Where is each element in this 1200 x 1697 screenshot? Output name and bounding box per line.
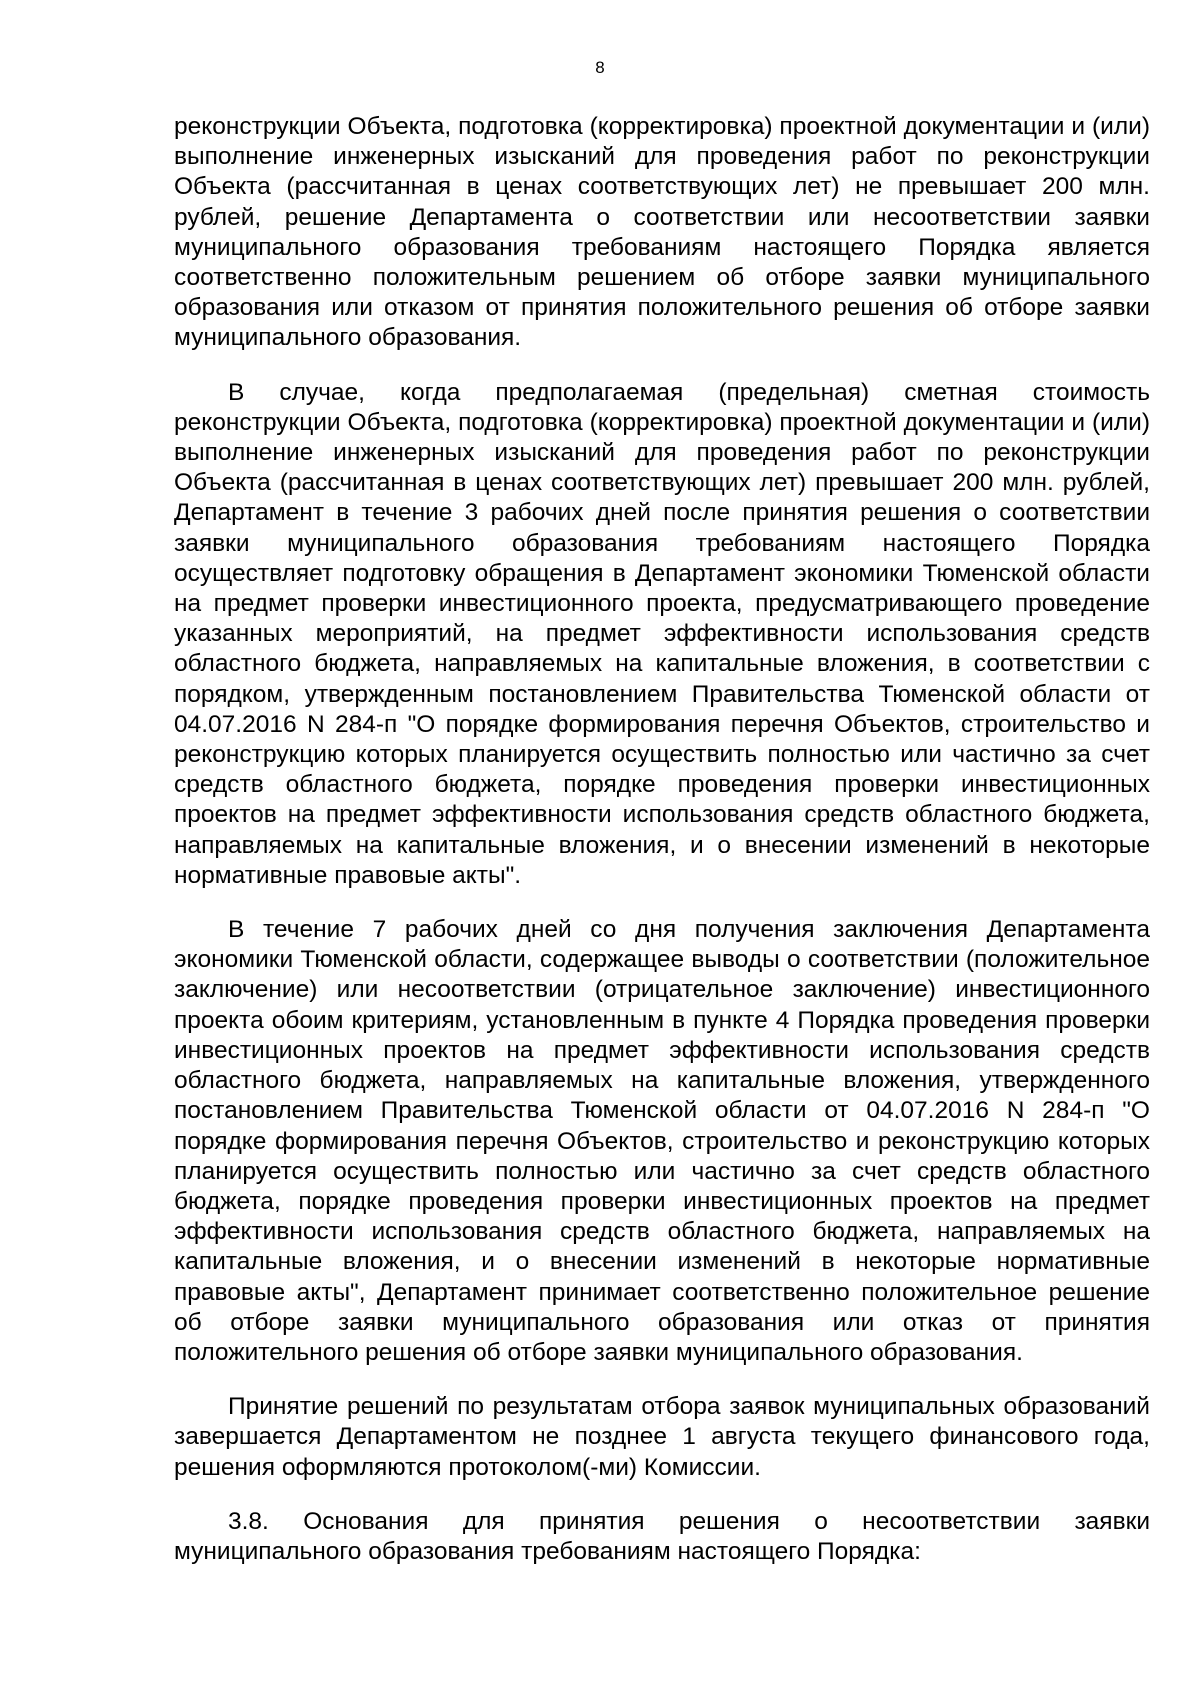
paragraph-economic-conclusion: В течение 7 рабочих дней со дня получения заключения Департамента экономики Тюменской области, содержащее выводы о соответствии (положительное заключение) или несоответствии (отрицательное заключение) инвестиционного проекта обоим критериям, установленным в пункте 4 Порядка проведения проверки инвестиционных проектов на предмет эффективности использования средств областного бюджета, направляемых на капитальные вложения, утвержденного постановлением Правительства Тюменской области от 04.07.2016 N 284-п "О порядке формирования перечня Объектов, строительство и реконструкцию которых планируется осуществить полностью или частично за счет средств областного бюджета, порядке проведения проверки инвестиционных проектов на предмет эффективности использования средств областного бюджета, направляемых на капитальные вложения, и о внесении изменений в некоторые нормативные правовые акты", Департамент принимает соответственно положительное решение об отборе заявки муниципального образования или отказ от принятия положительного решения об отборе заявки муниципального образования. <box>174 916 1150 1366</box>
page-number: 8 <box>595 58 605 77</box>
paragraph-decision-deadline: Принятие решений по результатам отбора заявок муниципальных образований завершается Департаментом не позднее 1 августа текущего финансового года, решения оформляются протоколом(-ми) Комиссии. <box>174 1393 1150 1481</box>
paragraph-section-3-8: 3.8. Основания для принятия решения о несоответствии заявки муниципального образования требованиям настоящего Порядка: <box>174 1507 1150 1565</box>
paragraph-continuation: реконструкции Объекта, подготовка (корректировка) проектной документации и (или) выполнение инженерных изысканий для проведения работ по реконструкции Объекта (рассчитанная в ценах соответствующих лет) не превышает 200 млн. рублей, решение Департамента о соответствии или несоответствии заявки муниципального образования требованиям настоящего Порядка является соответственно положительным решением об отборе заявки муниципального образования или отказом от принятия положительного решения об отборе заявки муниципального образования. <box>174 113 1150 352</box>
paragraph-cost-exceeds: В случае, когда предполагаемая (предельная) сметная стоимость реконструкции Объекта, подготовка (корректировка) проектной документации и (или) выполнение инженерных изысканий для проведения работ по реконструкции Объекта (рассчитанная в ценах соответствующих лет) превышает 200 млн. рублей, Департамент в течение 3 рабочих дней после принятия решения о соответствии заявки муниципального образования требованиям настоящего Порядка осуществляет подготовку обращения в Департамент экономики Тюменской области на предмет проверки инвестиционного проекта, предусматривающего проведение указанных мероприятий, на предмет эффективности использования средств областного бюджета, направляемых на капитальные вложения, в соответствии с порядком, утвержденным постановлением Правительства Тюменской области от 04.07.2016 N 284-п "О порядке формирования перечня Объектов, строительство и реконструкцию которых планируется осуществить полностью или частично за счет средств областного бюджета, порядке проведения проверки инвестиционных проектов на предмет эффективности использования средств областного бюджета, направляемых на капитальные вложения, и о внесении изменений в некоторые нормативные правовые акты". <box>174 378 1150 889</box>
document-body <box>174 112 1150 1567</box>
